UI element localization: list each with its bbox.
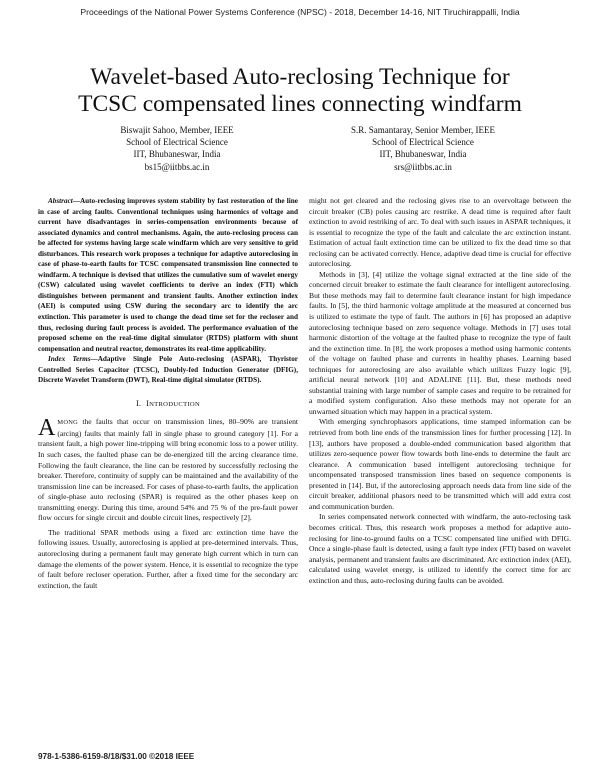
index-terms-label: Index Terms xyxy=(48,355,91,364)
author-email: srs@iitbbs.ac.in xyxy=(394,161,452,172)
author-block-2 xyxy=(308,124,538,173)
author-institution: IIT, Bhubaneswar, India xyxy=(133,149,221,160)
left-column xyxy=(38,196,298,591)
author-institution: IIT, Bhubaneswar, India xyxy=(379,149,467,160)
right-column xyxy=(309,196,571,586)
copyright-footer: 978-1-5386-6159-8/18/$31.00 ©2018 IEEE xyxy=(38,752,195,761)
right-paragraph-3: With emerging synchrophasors applications, time stamped information can be retrieved from both line ends of the transmission lines for further processing [12]. In [13], authors have proposed a double-ended communication based algorithm that utilizes zero-sequence power flow towards both line-ends to determine the fault arc clearance. A communication based intelligent autoreclosing technique for uncompensated transposed transmission lines based on sequence components is presented in [14]. But, if the autoreclosing approach needs data from line side of the circuit breaker, additional phasors need to be transmitted which will add extra cost and communication burden. xyxy=(309,417,571,511)
abstract-label: Abstract xyxy=(48,197,73,205)
author-name: S.R. Samantaray, Senior Member, IEEE xyxy=(350,125,496,135)
intro-paragraph-1 xyxy=(38,417,298,523)
right-paragraph-2: Methods in [3], [4] utilize the voltage signal extracted at the line side of the concerned circuit breaker to estimate the fault clearance for intelligent autoreclosing. But these methods may fail to determine fault clearance instant for high impedance faults. In [5], the third harmonic voltage amplitude at the measured at concerned bus is utilized to estimate the type of fault. The authors in [6] has proposed an adaptive autoreclosing technique based on zero sequence voltage. Methods in [7] uses total harmonic distortion of the voltage at the faulted phase to recognize the type of fault and the extinction time. In [8], the work proposes a method using harmonic contents of the voltage on faulted phase and currents in healthy phases. Learning based techniques for autoreclosing are also available which utilizes Fuzzy logic [9], artificial neural network [10] and ADALINE [11]. But, these methods need substantial training with large number of sample cases and require to be retrained for a modified system configuration. Also these methods may not operate for an unwarned situation which may happen in a practical system. xyxy=(309,269,571,416)
intro-first-word: MONG xyxy=(57,419,79,427)
section-numeral: I. xyxy=(135,398,142,408)
index-terms: Index Terms—Adaptive Single Pole Auto-reclosing (ASPAR), Thyristor Controlled Series Capacitor (TCSC), Doubly-fed Induction Generator (DFIG), Discrete Wavelet Transform (DWT), Real-time digital simulator (RTDS). xyxy=(38,355,298,385)
author-block-1 xyxy=(62,124,292,173)
section-initial: I xyxy=(146,398,150,408)
author-department: School of Electrical Science xyxy=(372,137,474,148)
index-terms-text: Adaptive Single Pole Auto-reclosing (ASPAR), Thyristor Controlled Series Capacitor (TCSC), Doubly-fed Induction Generator (DFIG), Discrete Wavelet Transform (DWT), Real-time digital simulator (RTDS). xyxy=(38,355,298,385)
conference-header: Proceedings of the National Power Systems Conference (NPSC) - 2018, December 14-16, NIT Tiruchirappalli, India xyxy=(80,7,520,17)
drop-cap: A xyxy=(38,415,56,442)
section-heading-introduction xyxy=(38,399,298,411)
author-name: Biswajit Sahoo, Member, IEEE xyxy=(120,125,234,135)
section-rest: NTRODUCTION xyxy=(149,400,201,408)
title-line-1: Wavelet-based Auto-reclosing Technique for xyxy=(90,64,510,90)
abstract-text: Auto-reclosing improves system stability by fast restoration of the line in case of arcing faults. Conventional techniques using harmonics of voltage and current have disadvantages in series-compensation environments because of associated dynamics and control mechanisms. Again, the auto-reclosing process can be affected for systems having large scale windfarm which are very sensitive to grid disturbances. This research work proposes a technique for adaptive autoreclosing in case of phase-to-earth faults for TCSC compensated transmission line connected to windfarm. A technique is devised that utilizes the cumulative sum of wavelet energy (CSW) calculated using wavelet coefficients to derive an index (FTI) which distinguishes between permanent and transient faults. Another extinction index (AEI) is computed using CSW during the secondary arc to identify the arc extinction. This parameter is used to change the dead time set for the recloser and thus, reclosing during fault process is avoided. The performance evaluation of the proposed scheme on the real-time digital simulator (RTDS) platform with shunt compensation and neutral reactor, demonstrates its real-time applicability. xyxy=(38,197,298,353)
paper-title xyxy=(30,64,570,118)
right-paragraph-4: In series compensated network connected with windfarm, the auto-reclosing task becomes critical. Thus, this research work proposes a method for adaptive auto-reclosing for line-to-ground faults on a TCSC compensated line unified with DFIG. Once a single-phase fault is detected, using a fault type index (FTI) based on wavelet analysis, permanent and transient faults are discriminated. Arc extinction index (AEI), calculated using wavelet energy, is utilized to identify the correct time for arc extinction and thus, auto-reclosing during faults can be avoided. xyxy=(309,512,571,585)
intro-paragraph-2: The traditional SPAR methods using a fixed arc extinction time have the following issues. Usually, autoreclosing is applied at pre-determined intervals. Thus, autoreclosing during a permanent fault may generate high current which in turn can damage the elements of the power system. Hence, it is essential to recognize the type of fault before recloser operation. Further, after a fixed time for the secondary arc extinction, the fault xyxy=(38,527,298,590)
author-department: School of Electrical Science xyxy=(126,137,228,148)
intro-paragraph-1-text: the faults that occur on transmission lines, 80–90% are transient (arcing) faults that mainly fall in single phase to ground category [1]. For a transient fault, a high power line-tripping will bring economic loss to a power utility. In such cases, the faulted phase can be de-energized till the arcing clearance time. Following the fault clearance, the line can be restored by successfully reclosing the breaker. Therefore, continuity of supply can be maintained and the availability of the transmission line can be increased. For cases of phase-to-earth faults, the application of single-phase auto reclosing (SPAR) is required as the other phases keep on transmitting energy. During this time, around 54% and 75 % of the pre-fault power flow occurs for single circuit and double circuit lines, respectively [2]. xyxy=(38,417,298,523)
right-paragraph-1: might not get cleared and the reclosing gives rise to an overvoltage between the circuit breaker (CB) poles causing arc restrike. A dead time is required after fault extinction to avoid restriking of arc. To deal with such issues in ASPAR techniques, it is essential to recognize the type of the fault and calculate the arc extinction instant. Estimation of actual fault extinction time can be utilized to fix the dead time so that reclosing can be activated correctly. Hence, adaptive dead time is crucial for effective autoreclosing. xyxy=(309,196,571,269)
title-line-2: TCSC compensated lines connecting windfarm xyxy=(78,91,522,117)
abstract: Abstract—Auto-reclosing improves system stability by fast restoration of the line in case of arcing faults. Conventional techniques using harmonics of voltage and current have disadvantages in series-compensation environments because of associated dynamics and control mechanisms. Again, the auto-reclosing process can be affected for systems having large scale windfarm which are very sensitive to grid disturbances. This research work proposes a technique for adaptive autoreclosing in case of phase-to-earth faults for TCSC compensated transmission line connected to windfarm. A technique is devised that utilizes the cumulative sum of wavelet energy (CSW) calculated using wavelet coefficients to derive an index (FTI) which distinguishes between permanent and transient faults. Another extinction index (AEI) is computed using CSW during the secondary arc to identify the arc extinction. This parameter is used to change the dead time set for the recloser and thus, reclosing during fault process is avoided. The performance evaluation of the proposed scheme on the real-time digital simulator (RTDS) platform with shunt compensation and neutral reactor, demonstrates its real-time applicability. xyxy=(38,197,298,353)
author-email: bs15@iitbbs.ac.in xyxy=(144,161,210,172)
